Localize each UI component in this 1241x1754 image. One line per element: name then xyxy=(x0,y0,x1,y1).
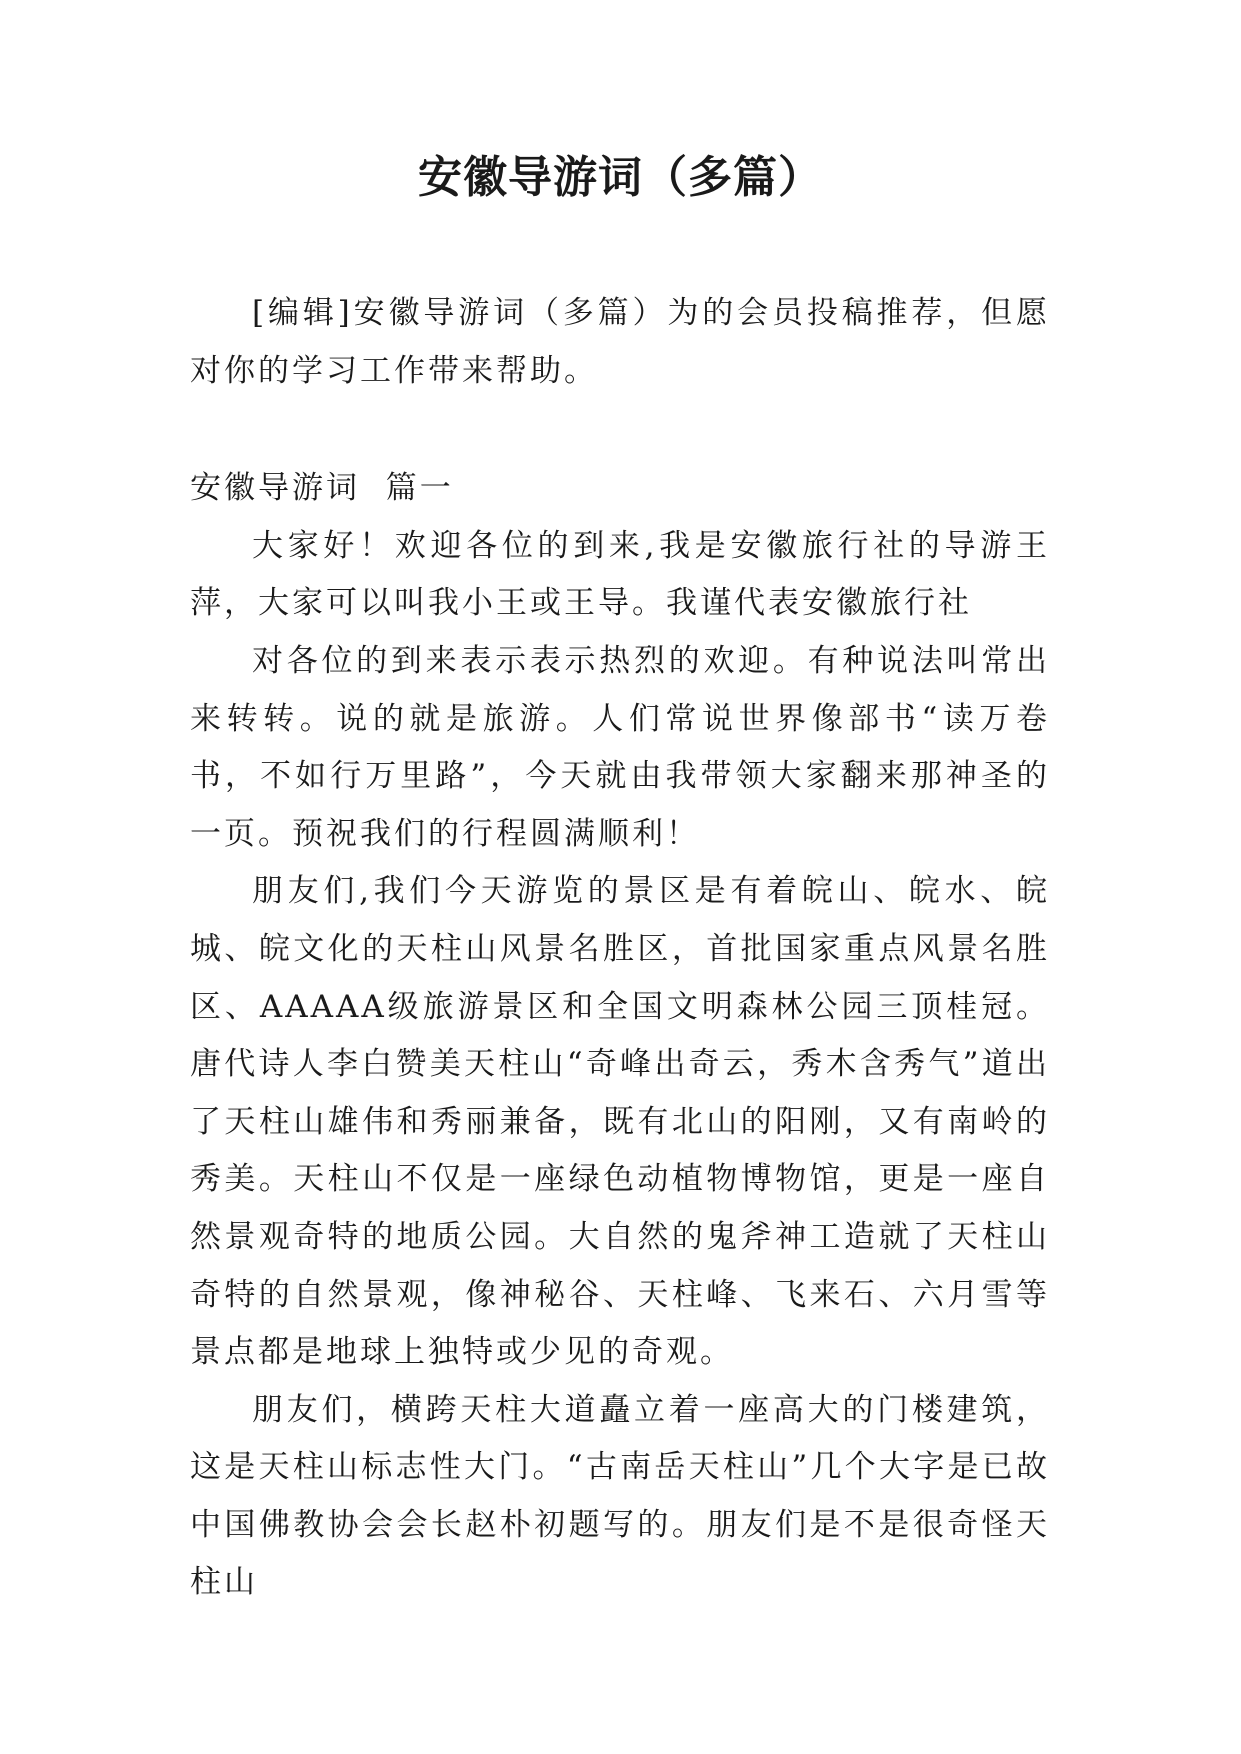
spacer xyxy=(190,400,1050,460)
intro-paragraph: [编辑]安徽导游词（多篇）为的会员投稿推荐，但愿对你的学习工作带来帮助。 xyxy=(190,295,1050,389)
document-body xyxy=(190,285,1050,1612)
paragraph-1: 大家好！欢迎各位的到来,我是安徽旅行社的导游王萍，大家可以叫我小王或王导。我谨代表安徽旅行社 xyxy=(190,527,1050,622)
section-heading: 安徽导游词 篇一 xyxy=(190,470,454,507)
paragraph-3: 朋友们,我们今天游览的景区是有着皖山、皖水、皖城、皖文化的天柱山风景名胜区，首批国家重点风景名胜区、AAAAA级旅游景区和全国文明森林公园三顶桂冠。唐代诗人李白赞美天柱山“奇峰出奇云，秀木含秀气”道出了天柱山雄伟和秀丽兼备，既有北山的阳刚，又有南岭的秀美。天柱山不仅是一座绿色动植物博物馆，更是一座自然景观奇特的地质公园。大自然的鬼斧神工造就了天柱山奇特的自然景观，像神秘谷、天柱峰、飞来石、六月雪等景点都是地球上独特或少见的奇观。 xyxy=(190,873,1050,1371)
paragraph-4: 朋友们，横跨天柱大道矗立着一座高大的门楼建筑，这是天柱山标志性大门。“古南岳天柱山”几个大字是已故中国佛教协会会长赵朴初题写的。朋友们是不是很奇怪天柱山 xyxy=(190,1391,1050,1601)
document-title: 安徽导游词（多篇） xyxy=(418,152,823,203)
paragraph-2: 对各位的到来表示表示热烈的欢迎。有种说法叫常出来转转。说的就是旅游。人们常说世界像部书“读万卷书，不如行万里路”，今天就由我带领大家翻来那神圣的一页。预祝我们的行程圆满顺利！ xyxy=(190,642,1050,852)
